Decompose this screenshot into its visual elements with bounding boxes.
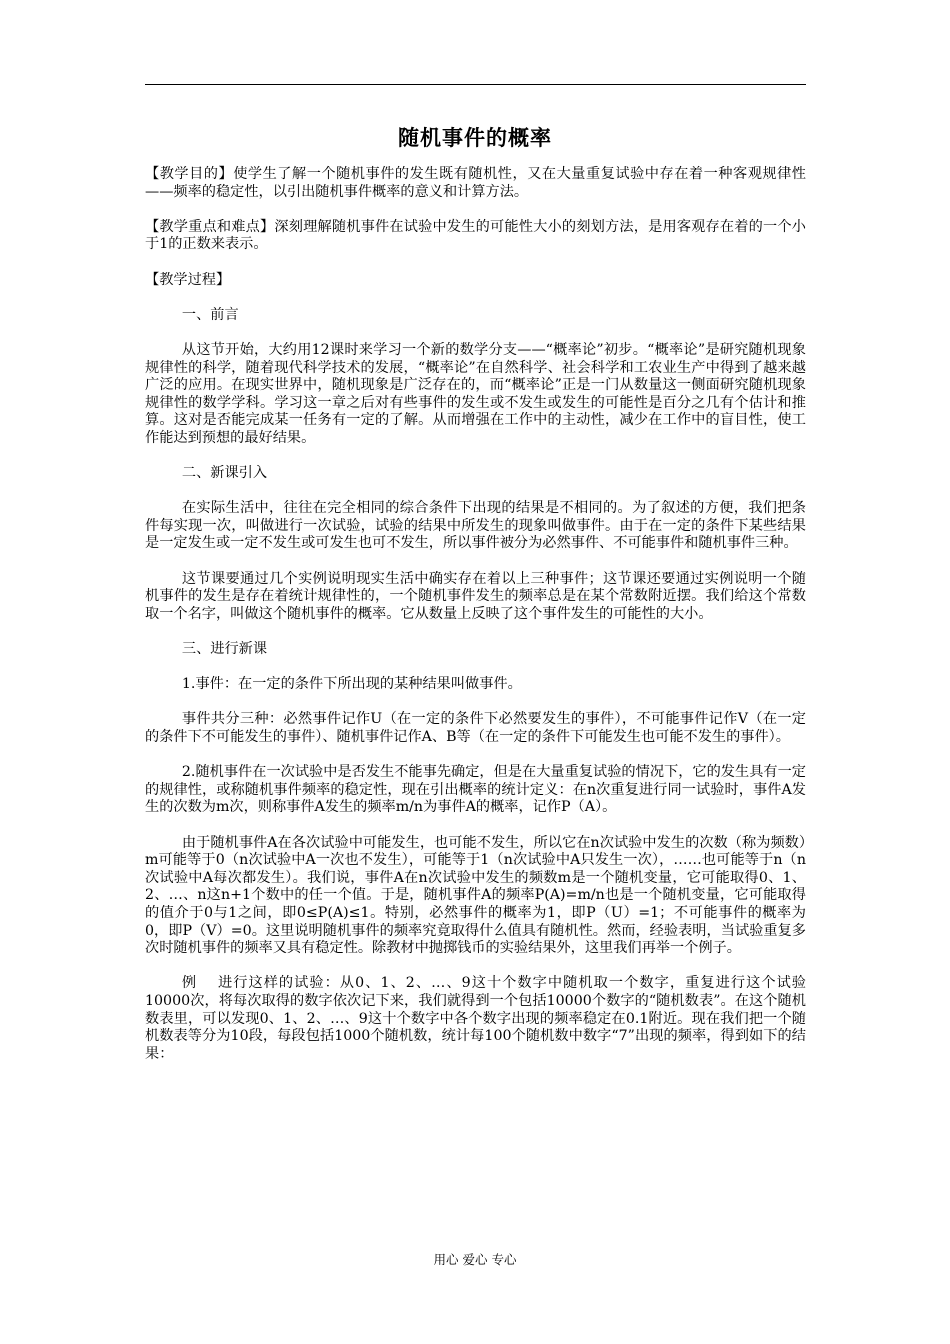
paragraph-event-types: 事件共分三种：必然事件记作U（在一定的条件下必然要发生的事件），不可能事件记作V（在一定的条件下不可能发生的事件）、随机事件记作A、B等（在一定的条件下可能发生也可能不发生的事件）。 xyxy=(145,711,806,745)
paragraph-teaching-goal: 【教学目的】使学生了解一个随机事件的发生既有随机性，又在大量重复试验中存在着一种客观规律性——频率的稳定性，以引出随机事件概率的意义和计算方法。 xyxy=(145,166,806,200)
section-heading-new-lesson: 三、进行新课 xyxy=(181,641,268,658)
section-heading-process: 【教学过程】 xyxy=(145,271,231,288)
paragraph-introduction-1: 在实际生活中，往往在完全相同的综合条件下出现的结果是不相同的。为了叙述的方便，我们把条件每实现一次，叫做进行一次试验，试验的结果中所发生的现象叫做事件。由于在一定的条件下某些结果是一定发生或一定不发生或可发生也可不发生，所以事件被分为必然事件、不可能事件和随机事件三种。 xyxy=(145,500,806,552)
paragraph-introduction-2: 这节课要通过几个实例说明现实生活中确实存在着以上三种事件；这节课还要通过实例说明一个随机事件的发生是存在着统计规律性的，一个随机事件发生的频率总是在某个常数附近摆。我们给这个常数取一个名字，叫做这个随机事件的概率。它从数量上反映了这个事件发生的可能性的大小。 xyxy=(145,570,806,622)
section-heading-preface: 一、前言 xyxy=(181,306,239,323)
paragraph-event-definition: 1.事件：在一定的条件下所出现的某种结果叫做事件。 xyxy=(181,676,522,693)
paragraph-example: 例 进行这样的试验：从0、1、2、…、9这十个数字中随机取一个数字，重复进行这个试验10000次，将每次取得的数字依次记下来，我们就得到一个包括10000个数字的“随机数表”。在这个随机数表里，可以发现0、1、2、…、9这十个数字中各个数字出现的频率稳定在0.1附近。现在我们把一个随机数表等分为10段，每段包括1000个随机数，统计每100个随机数中数字“7”出现的频率，得到如下的结果： xyxy=(145,975,806,1062)
paragraph-probability-definition: 2.随机事件在一次试验中是否发生不能事先确定，但是在大量重复试验的情况下，它的发生具有一定的规律性，或称随机事件频率的稳定性，现在引出概率的统计定义：在n次重复进行同一试验时，事件A发生的次数为m次，则称事件A发生的频率m/n为事件A的概率，记作P（A）。 xyxy=(145,764,806,816)
page-footer: 用心 爱心 专心 xyxy=(433,1252,517,1267)
paragraph-preface: 从这节开始，大约用12课时来学习一个新的数学分支——“概率论”初步。“概率论”是研究随机现象规律性的科学，随着现代科学技术的发展，“概率论”在自然科学、社会科学和工农业生产中得到了越来越广泛的应用。在现实世界中，随机现象是广泛存在的，而“概率论”正是一门从数量这一侧面研究随机现象规律性的数学学科。学习这一章之后对有些事件的发生或不发生或发生的可能性是百分之几有个估计和推算。这对是否能完成某一任务有一定的了解。从而增强在工作中的主动性，减少在工作中的盲目性，使工作能达到预想的最好结果。 xyxy=(145,341,806,446)
document-body xyxy=(145,166,806,1063)
paragraph-key-points: 【教学重点和难点】深刻理解随机事件在试验中发生的可能性大小的刻划方法，是用客观存在着的一个小于1的正数来表示。 xyxy=(145,218,806,253)
paragraph-frequency-explanation: 由于随机事件A在各次试验中可能发生，也可能不发生，所以它在n次试验中发生的次数（称为频数）m可能等于0（n次试验中A一次也不发生），可能等于1（n次试验中A只发生一次），……也可能等于n（n次试验中A每次都发生）。我们说，事件A在n次试验中发生的频数m是一个随机变量，它可能取得0、1、2、…、n这n+1个数中的任一个值。于是，随机事件A的频率P(A)=m/n也是一个随机变量，它可能取得的值介于0与1之间，即0≤P(A)≤1。特别，必然事件的概率为1，即P（U）=1；不可能事件的概率为0，即P（V）=0。这里说明随机事件的频率究竟取得什么值具有随机性。然而，经验表明，当试验重复多次时随机事件的频率又具有稳定性。除教材中抛掷钱币的实验结果外，这里我们再举一个例子。 xyxy=(145,834,806,957)
section-heading-introduction: 二、新课引入 xyxy=(181,465,268,482)
document-title: 随机事件的概率 xyxy=(398,125,552,150)
header-rule xyxy=(145,84,806,85)
